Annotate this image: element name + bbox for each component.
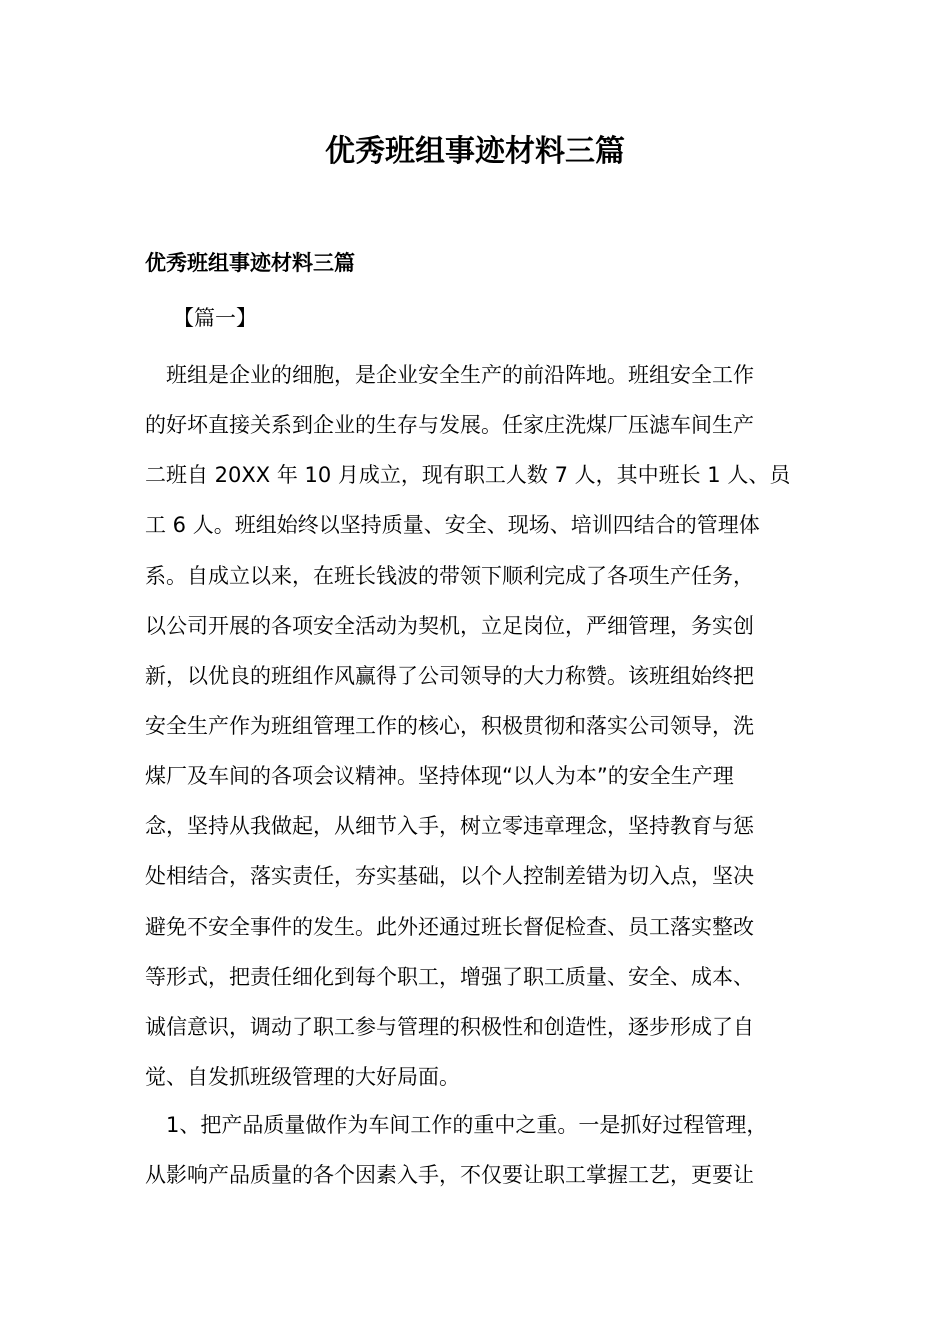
document-title: 优秀班组事迹材料三篇 — [325, 134, 625, 169]
paragraph-line: 诚信意识，调动了职工参与管理的积极性和创造性，逐步形成了自 — [145, 1014, 754, 1039]
paragraph-line: 念，坚持从我做起，从细节入手，树立零违章理念，坚持教育与惩 — [145, 814, 754, 839]
paragraph-line: 安全生产作为班组管理工作的核心，积极贯彻和落实公司领导，洗 — [145, 713, 754, 738]
paragraph-line: 从影响产品质量的各个因素入手，不仅要让职工掌握工艺，更要让 — [145, 1163, 754, 1188]
paragraph-line: 避免不安全事件的发生。此外还通过班长督促检查、员工落实整改 — [145, 914, 754, 939]
paragraph-line: 处相结合，落实责任，夯实基础，以个人控制差错为切入点，坚决 — [145, 864, 754, 889]
paragraph-line: 二班自 20XX 年 10 月成立，现有职工人数 7 人，其中班长 1 人、员 — [145, 463, 791, 488]
paragraph-line: 的好坏直接关系到企业的生存与发展。任家庄洗煤厂压滤车间生产 — [145, 413, 754, 438]
paragraph-line: 觉、自发抓班级管理的大好局面。 — [145, 1064, 460, 1089]
paragraph-line: 1、把产品质量做作为车间工作的重中之重。一是抓好过程管理， — [145, 1113, 768, 1137]
paragraph-line: 工 6 人。班组始终以坚持质量、安全、现场、培训四结合的管理体 — [145, 513, 760, 538]
document-subtitle: 优秀班组事迹材料三篇 — [145, 251, 355, 275]
paragraph-line: 等形式，把责任细化到每个职工，增强了职工质量、安全、成本、 — [145, 964, 754, 989]
paragraph-2 — [145, 1108, 825, 1208]
paragraph-line: 新，以优良的班组作风赢得了公司领导的大力称赞。该班组始终把 — [145, 663, 754, 688]
paragraph-line: 系。自成立以来，在班长钱波的带领下顺利完成了各项生产任务， — [145, 563, 754, 588]
paragraph-1 — [145, 358, 825, 1110]
paragraph-line: 煤厂及车间的各项会议精神。坚持体现“以人为本”的安全生产理 — [145, 764, 734, 789]
section-label: 【篇一】 — [173, 306, 257, 330]
paragraph-line: 以公司开展的各项安全活动为契机，立足岗位，严细管理，务实创 — [145, 613, 754, 638]
paragraph-line: 班组是企业的细胞，是企业安全生产的前沿阵地。班组安全工作 — [145, 363, 754, 387]
